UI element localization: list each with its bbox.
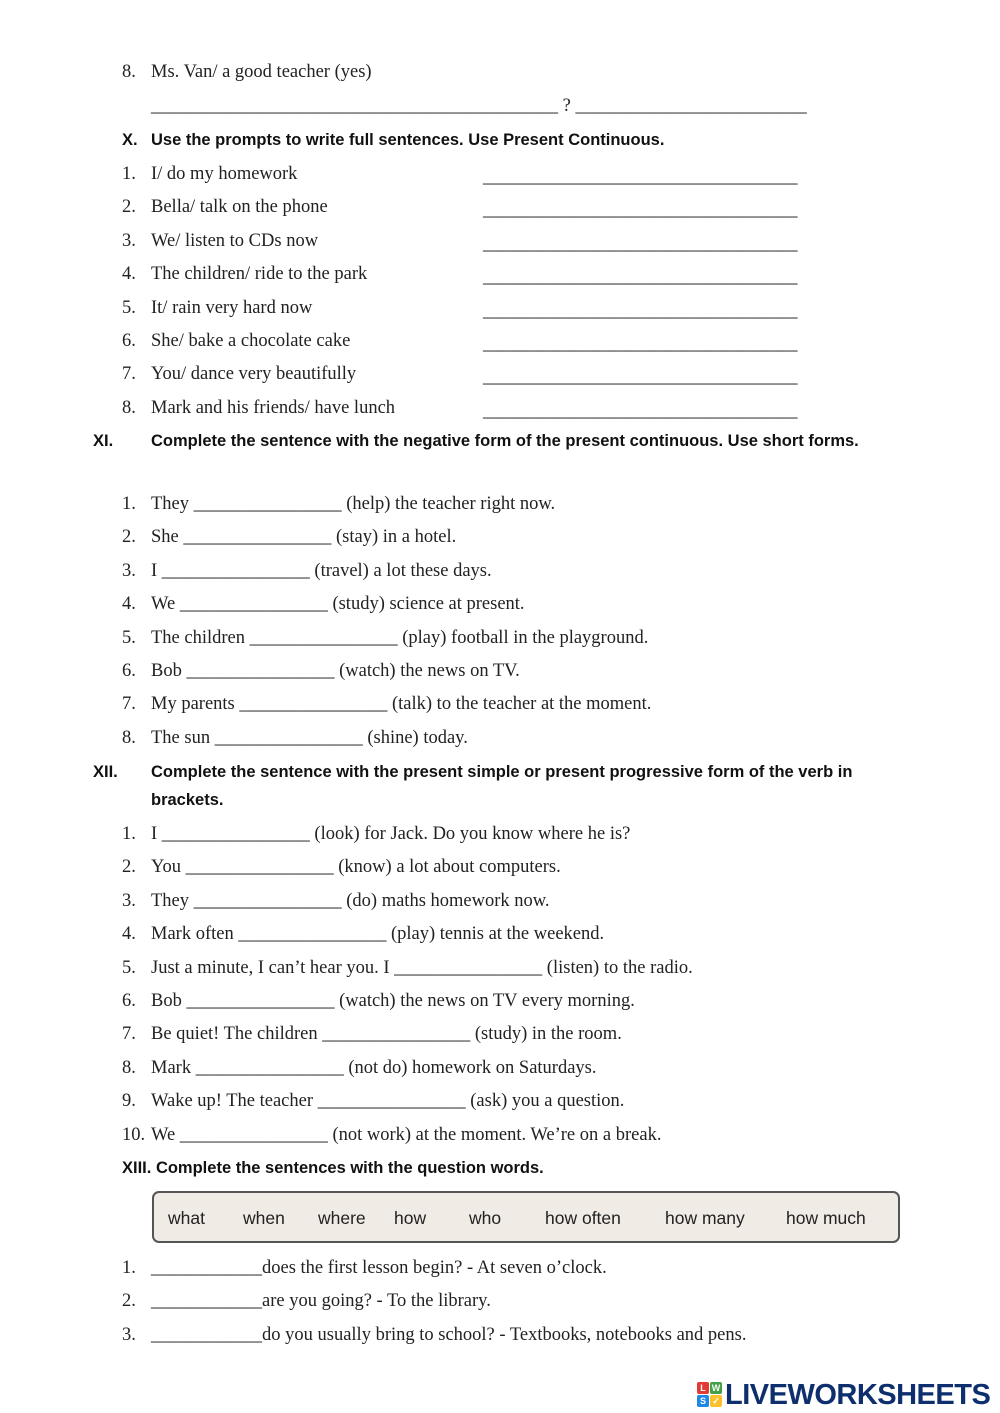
section-number: XIII. [122,1159,152,1177]
list-item [122,330,350,352]
item-text: The sun ________________ (shine) today. [151,727,468,748]
item-number: 3. [122,890,136,911]
list-item [122,627,648,649]
list-item [122,493,555,515]
item-text: You ________________ (know) a lot about computers. [151,857,561,878]
item-text: I ________________ (travel) a lot these days. [151,560,492,581]
item-text: We ________________ (study) science at present. [151,594,525,615]
item-text: Be quiet! The children ________________ (study) in the room. [151,1024,622,1045]
item-number: 4. [122,594,136,615]
word-option: when [243,1208,285,1228]
item-number: 2. [122,197,136,218]
section-xiii-heading [122,1154,906,1182]
item-number: 2. [122,1291,136,1312]
section-title: Complete the sentence with the present simple or present progressive form of the verb in brackets. [151,763,853,809]
section-title: Complete the sentence with the negative form of the present continuous. Use short forms. [151,432,859,450]
item-text: Bella/ talk on the phone [151,197,328,218]
word-option: where [318,1208,366,1228]
list-item [122,660,520,682]
list-item [122,560,492,582]
section-xi-heading [93,427,906,455]
section-x-heading [122,126,906,154]
item-text: Bob ________________ (watch) the news on TV. [151,661,520,681]
item-text: Mark often ________________ (play) tennis at the weekend. [151,924,605,945]
answer-blank[interactable]: __________________________________ [483,300,798,321]
item-text: The children/ ride to the park [151,264,368,285]
list-item [122,1090,624,1112]
list-item [122,693,651,715]
item-text: It/ rain very hard now [151,297,313,318]
answer-blank[interactable]: __________________________________ [483,367,798,388]
answer-line[interactable]: ____________________________________________ ? _________________________ [151,96,807,116]
item-text: Ms. Van/ a good teacher (yes) [151,62,372,82]
list-item [122,1290,491,1312]
item-number: 3. [122,230,136,251]
list-item [122,263,367,285]
list-item [122,526,456,548]
item-text: My parents ________________ (talk) to the teacher at the moment. [151,694,652,715]
answer-blank[interactable]: __________________________________ [483,334,798,354]
item-text: She/ bake a chocolate cake [151,331,351,351]
item-number: 8. [122,62,136,82]
list-item [122,1057,597,1079]
item-number: 1. [122,494,136,514]
item-text: ____________are you going? - To the library. [151,1291,491,1312]
item-number: 3. [122,1324,136,1345]
logo-tile: ✓ [710,1395,722,1407]
item-number: 5. [122,297,136,318]
section-title: Use the prompts to write full sentences. Use Present Continuous. [151,131,665,149]
section-xii-heading [93,758,906,814]
item-number: 7. [122,694,136,715]
item-text: Mark ________________ (not do) homework on Saturdays. [151,1057,597,1078]
prev-item-8 [122,61,372,83]
item-text: They ________________ (help) the teacher right now. [151,494,556,514]
section-number: XI. [93,432,114,450]
answer-blank[interactable]: __________________________________ [483,167,798,187]
word-option: what [168,1208,205,1228]
item-text: ____________do you usually bring to school? - Textbooks, notebooks and pens. [151,1324,747,1345]
list-item [122,890,550,912]
item-number: 8. [122,727,136,748]
list-item [122,923,604,945]
item-number: 7. [122,1024,136,1045]
list-item [122,163,297,185]
word-box [152,1191,900,1243]
item-text: She ________________ (stay) in a hotel. [151,527,457,548]
item-number: 4. [122,924,136,945]
item-number: 8. [122,1057,136,1078]
item-number: 6. [122,661,136,681]
list-item [122,823,630,845]
item-number: 1. [122,164,136,184]
list-item [122,1257,607,1279]
list-item [122,397,395,419]
item-text: We/ listen to CDs now [151,230,319,251]
section-title: Complete the sentences with the question words. [155,1159,544,1177]
item-text: I ________________ (look) for Jack. Do you know where he is? [151,824,631,844]
item-number: 5. [122,627,136,648]
word-option: how many [665,1208,745,1228]
item-number: 4. [122,264,136,285]
list-item [122,1124,661,1146]
list-item [122,727,468,749]
item-text: You/ dance very beautifully [151,364,357,385]
list-item [122,230,318,252]
list-item [122,957,693,979]
item-number: 7. [122,364,136,385]
word-option: how [394,1208,427,1228]
item-number: 10. [122,1124,146,1145]
item-number: 6. [122,991,136,1011]
list-item [122,593,525,615]
item-text: They ________________ (do) maths homework now. [151,890,550,911]
logo-mark-icon [697,1382,723,1408]
item-number: 9. [122,1091,136,1112]
item-number: 2. [122,527,136,548]
word-option: how much [786,1208,866,1228]
list-item [122,297,312,319]
logo-tile: S [697,1395,709,1407]
list-item [122,196,328,218]
item-number: 1. [122,824,136,844]
list-item [122,990,635,1012]
item-text: Just a minute, I can’t hear you. I ________________ (listen) to the radio. [151,957,693,978]
item-text: Mark and his friends/ have lunch [151,397,396,418]
word-option: how often [545,1208,621,1228]
answer-blank[interactable]: __________________________________ [483,267,798,288]
item-text: The children ________________ (play) football in the playground. [151,627,649,648]
logo-text: LIVEWORKSHEETS [725,1379,991,1411]
item-number: 6. [122,331,136,351]
logo-tile: L [697,1382,709,1394]
logo-tile: W [711,1383,721,1393]
item-number: 2. [122,857,136,878]
answer-blank[interactable]: __________________________________ [483,400,798,421]
section-number: X. [122,131,138,149]
item-text: We ________________ (not work) at the moment. We’re on a break. [151,1124,662,1145]
word-option: who [469,1208,502,1228]
item-number: 8. [122,397,136,418]
section-number: XII. [93,763,118,781]
answer-blank[interactable]: __________________________________ [483,233,798,254]
item-number: 1. [122,1258,136,1278]
item-number: 3. [122,560,136,581]
item-text: Wake up! The teacher ________________ (ask) you a question. [151,1091,625,1112]
list-item [122,363,356,385]
item-number: 5. [122,957,136,978]
list-item [122,856,561,878]
answer-blank[interactable]: __________________________________ [483,200,798,221]
item-text: Bob ________________ (watch) the news on TV every morning. [151,991,635,1011]
item-text: I/ do my homework [151,164,298,184]
list-item [122,1023,622,1045]
item-text: ____________does the first lesson begin? - At seven o’clock. [151,1258,607,1278]
list-item [122,1324,746,1346]
